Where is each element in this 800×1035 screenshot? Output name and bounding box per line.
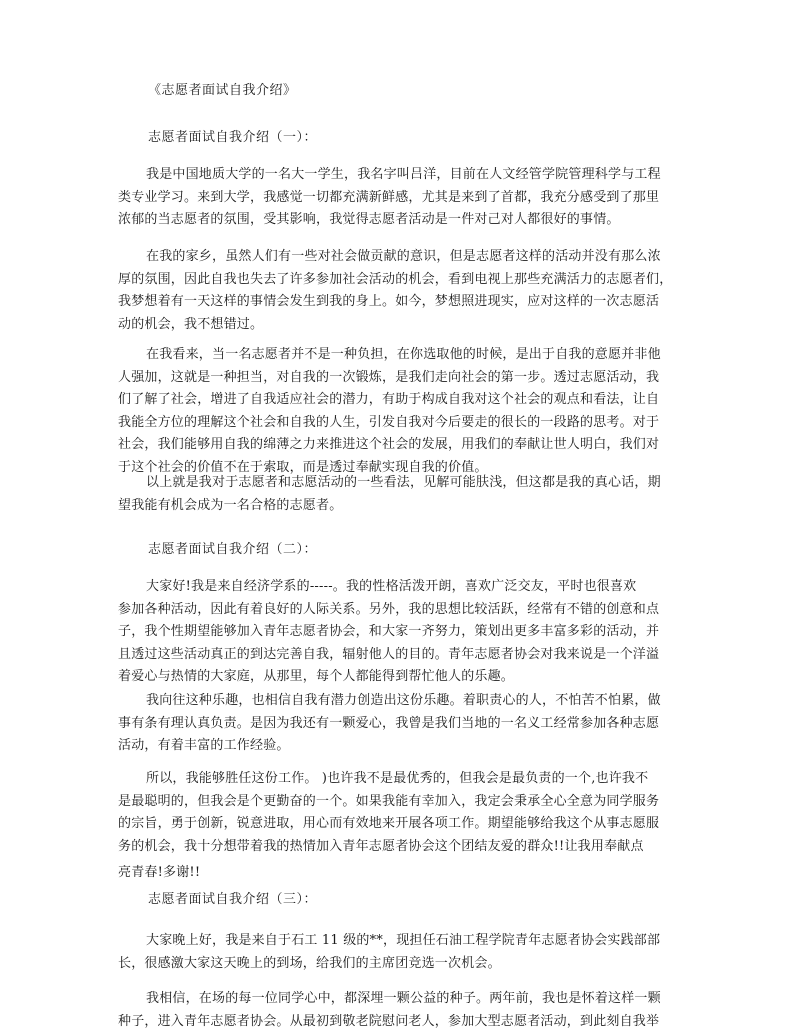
text-line: 我能全方位的理解这个社会和自我的人生，引发自我对今后要走的很长的一段路的思考。对于 [118, 414, 660, 430]
text-line: 我是中国地质大学的一名大一学生，我名字叫吕洋，目前在人文经管学院管理科学与工程 [146, 167, 661, 182]
text-line: 于这个社会的价值不在于索取，而是透过奉献实现自我的价值。 [118, 459, 488, 475]
paragraph [118, 930, 686, 975]
paragraph [118, 576, 686, 689]
text-line: 浓郁的当志愿者的氛围，受其影响，我觉得志愿者活动是一件对己对人都很好的事情。 [118, 212, 620, 227]
text-line: 在我看来，当一名志愿者并不是一种负担，在你选取他的时候，是出于自我的意愿并非他 [146, 347, 661, 362]
text-line: 参加各种活动，因此有着良好的人际关系。另外，我的思想比较活跃，经常有不错的创意和点 [118, 601, 660, 617]
text-line: 以上就是我对于志愿者和志愿活动的一些看法，见解可能肤浅，但这都是我的真心话，期 [146, 475, 661, 490]
text-line: 长，很感激大家这天晚上的到场，给我们的主席团竞选一次机会。 [118, 955, 501, 971]
text-line: 是最聪明的，但我会是个更勤奋的一个。如果我能有幸加入，我定会秉承全心全意为同学服务 [118, 793, 660, 809]
paragraph [118, 768, 686, 885]
text-line: 厚的氛围，因此自我也失去了许多参加社会活动的机会，看到电视上那些充满活力的志愿者们， [118, 271, 673, 287]
text-line: 大家晚上好，我是来自于石工 11 级的**，现担任石油工程学院青年志愿者协会实践部部 [146, 933, 661, 948]
section-heading-2: 志愿者面试自我介绍（二）： [148, 542, 318, 557]
text-line: 社会，我们能够用自我的绵薄之力来推进这个社会的发展，用我们的奉献让世人明白，我们对 [118, 437, 660, 452]
text-line: 事有条有理认真负责。是因为我还有一颗爱心，我曾是我们当地的一名义工经常参加各种志愿 [118, 715, 660, 731]
text-line: 务的机会，我十分想带着我的热情加入青年志愿者协会这个团结友爱的群众!!让我用奉献点 [118, 838, 644, 854]
paragraph [118, 344, 686, 479]
text-line: 我相信，在场的每一位同学心中，都深埋一颗公益的种子。两年前，我也是怀着这样一颗 [146, 991, 661, 1006]
paragraph [118, 246, 686, 336]
text-line: 且透过这些活动真正的到达完善自我，辐射他人的目的。青年志愿者协会对我来说是一个洋溢 [118, 646, 660, 662]
section-heading-1: 志愿者面试自我介绍（一）： [148, 130, 318, 145]
text-line: 子，我个性期望能够加入青年志愿者协会，和大家一齐努力，策划出更多丰富多彩的活动，并 [118, 624, 660, 639]
section-heading-3: 志愿者面试自我介绍（三）： [148, 892, 318, 907]
text-line: 着爱心与热情的大家庭，从那里，每个人都能得到帮忙他人的乐趣。 [118, 669, 515, 684]
text-line: 的宗旨，勇于创新，锐意进取，用心而有效地来开展各项工作。期望能够给我这个从事志愿服 [118, 816, 660, 831]
text-line: 我梦想着有一天这样的事情会发生到我的身上。如今，梦想照进现实，应对这样的一次志愿活 [118, 294, 660, 309]
text-line: 在我的家乡，虽然人们有一些对社会做贡献的意识，但是志愿者这样的活动并没有那么浓 [146, 249, 661, 264]
text-line: 我向往这种乐趣，也相信自我有潜力创造出这份乐趣。着职责心的人，不怕苦不怕累，做 [146, 693, 661, 708]
paragraph [118, 988, 686, 1033]
paragraph [118, 472, 686, 517]
text-line: 望我能有机会成为一名合格的志愿者。 [118, 497, 343, 513]
text-line: 亮青春!多谢!! [118, 865, 201, 880]
document-title: 《志愿者面试自我介绍》 [148, 83, 297, 98]
paragraph [118, 164, 686, 232]
text-line: 大家好!我是来自经济学系的-----。我的性格活泼开朗，喜欢广泛交友，平时也很喜欢 [146, 579, 637, 594]
text-line: 人强加，这就是一种担当，对自我的一次锻炼，是我们走向社会的第一步。透过志愿活动，我 [118, 369, 660, 385]
paragraph [118, 690, 686, 758]
text-line: 类专业学习。来到大学，我感觉一切都充满新鲜感，尤其是来到了首都，我充分感受到了那里 [118, 189, 660, 205]
text-line: 所以，我能够胜任这份工作。 )也许我不是最优秀的，但我会是最负责的一个,也许我不 [146, 771, 649, 786]
text-line: 活动，有着丰富的工作经验。 [118, 738, 290, 753]
text-line: 们了解了社会，增进了自我适应社会的潜力，有助于构成自我对这个社会的观点和看法，让自 [118, 392, 660, 407]
text-line: 动的机会，我不想错过。 [118, 316, 264, 332]
text-line: 种子，进入青年志愿者协会。从最初到敬老院慰问老人，参加大型志愿者活动，到此刻自我举 [118, 1013, 660, 1029]
